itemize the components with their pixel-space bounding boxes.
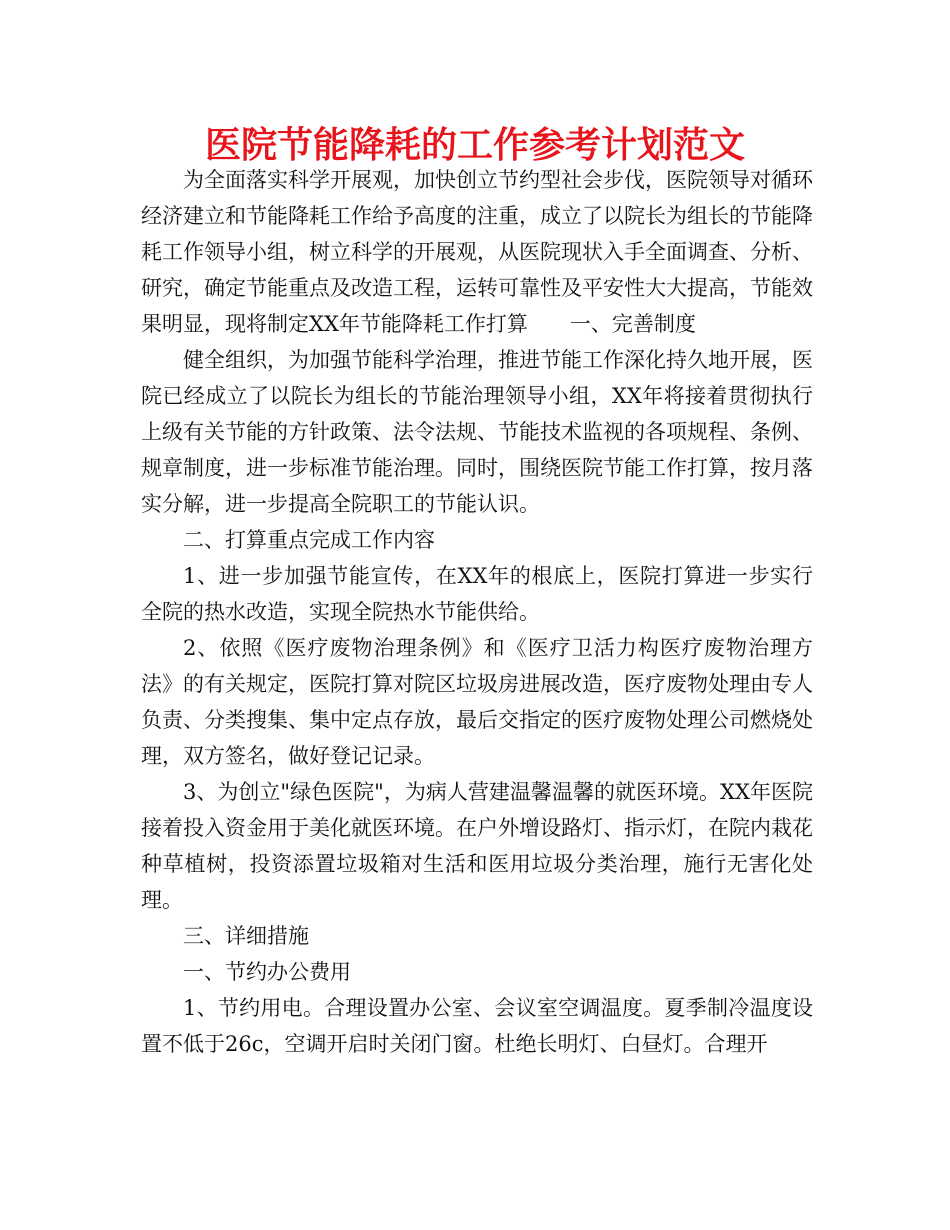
paragraph-item-1: 1、进一步加强节能宣传，在XX年的根底上，医院打算进一步实行全院的热水改造，实现全院热水节能供给。 (141, 564, 813, 624)
section-heading-2: 二、打算重点完成工作内容 (183, 528, 435, 552)
paragraph-intro: 为全面落实科学开展观，加快创立节约型社会步伐，医院领导对循环经济建立和节能降耗工作给予高度的注重，成立了以院长为组长的节能降耗工作领导小组，树立科学的开展观，从医院现状入手全面调查、分析、研究，确定节能重点及改造工程，运转可靠性及平安性大大提高，节能效果明显，现将制定XX年节能降耗工作打算 一、完善制度 (141, 168, 813, 336)
subsection-heading-1: 一、节约办公费用 (183, 960, 351, 984)
document-body (141, 162, 813, 1062)
document-title: 医院节能降耗的工作参考计划范文 (204, 125, 745, 166)
section-heading-3: 三、详细措施 (183, 924, 309, 948)
paragraph-electricity: 1、节约用电。合理设置办公室、会议室空调温度。夏季制冷温度设置不低于26c，空调开启时关闭门窗。杜绝长明灯、白昼灯。合理开 (141, 996, 813, 1056)
paragraph-organization: 健全组织，为加强节能科学治理，推进节能工作深化持久地开展，医院已经成立了以院长为组长的节能治理领导小组，XX年将接着贯彻执行上级有关节能的方针政策、法令法规、节能技术监视的各项规程、条例、规章制度，进一步标准节能治理。同时，围绕医院节能工作打算，按月落实分解，进一步提高全院职工的节能认识。 (141, 348, 813, 516)
paragraph-item-3: 3、为创立"绿色医院"，为病人营建温馨温馨的就医环境。XX年医院接着投入资金用于美化就医环境。在户外增设路灯、指示灯，在院内栽花种草植树，投资添置垃圾箱对生活和医用垃圾分类治理，施行无害化处理。 (141, 780, 813, 912)
paragraph-item-2: 2、依照《医疗废物治理条例》和《医疗卫活力构医疗废物治理方法》的有关规定，医院打算对院区垃圾房进展改造，医疗废物处理由专人负责、分类搜集、集中定点存放，最后交指定的医疗废物处理公司燃烧处理，双方签名，做好登记记录。 (141, 636, 813, 768)
